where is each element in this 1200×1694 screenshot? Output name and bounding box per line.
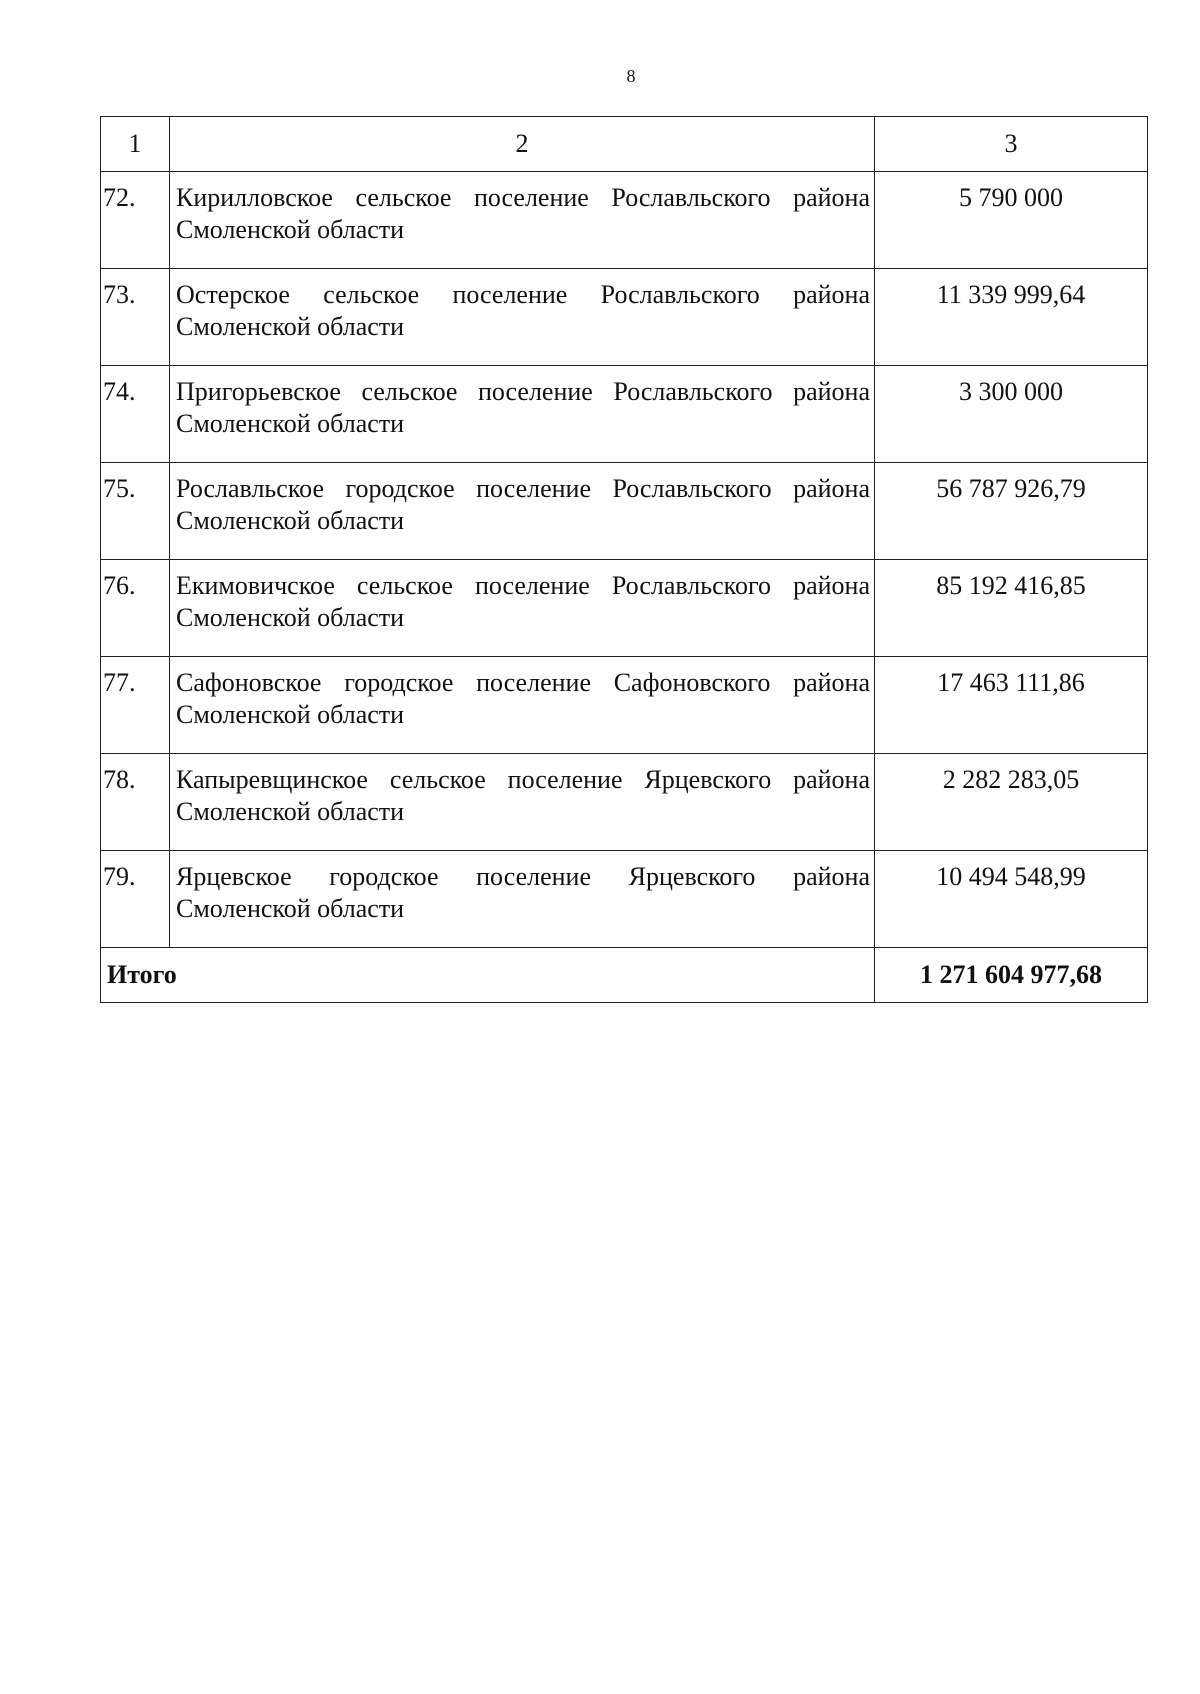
column-header-number: 1 (101, 117, 170, 172)
row-number: 79. (101, 851, 170, 948)
page-number: 8 (626, 66, 636, 86)
settlement-name: Ярцевское городское поселение Ярцевского района Смоленской области (170, 851, 875, 948)
total-row (101, 948, 1148, 1003)
row-number: 76. (101, 560, 170, 657)
settlement-name: Пригорьевское сельское поселение Рославльского района Смоленской области (170, 366, 875, 463)
settlement-name: Остерское сельское поселение Рославльского района Смоленской области (170, 269, 875, 366)
total-value: 1 271 604 977,68 (875, 948, 1148, 1003)
row-number: 74. (101, 366, 170, 463)
row-number: 77. (101, 657, 170, 754)
settlement-name: Рославльское городское поселение Рославльского района Смоленской области (170, 463, 875, 560)
column-header-name: 2 (170, 117, 875, 172)
row-number: 72. (101, 172, 170, 269)
settlement-name: Капыревщинское сельское поселение Ярцевского района Смоленской области (170, 754, 875, 851)
table-row (101, 172, 1148, 269)
table-header-row (101, 117, 1148, 172)
total-label: Итого (101, 948, 875, 1003)
settlement-name: Кирилловское сельское поселение Рославльского района Смоленской области (170, 172, 875, 269)
table-row (101, 657, 1148, 754)
table-row (101, 851, 1148, 948)
table-row (101, 269, 1148, 366)
amount-value: 85 192 416,85 (875, 560, 1148, 657)
amount-value: 5 790 000 (875, 172, 1148, 269)
row-number: 78. (101, 754, 170, 851)
allocation-table (100, 116, 1148, 1003)
table-row (101, 560, 1148, 657)
table-row (101, 463, 1148, 560)
settlement-name: Сафоновское городское поселение Сафоновского района Смоленской области (170, 657, 875, 754)
amount-value: 56 787 926,79 (875, 463, 1148, 560)
table-row (101, 754, 1148, 851)
column-header-value: 3 (875, 117, 1148, 172)
amount-value: 2 282 283,05 (875, 754, 1148, 851)
table-row (101, 366, 1148, 463)
settlement-name: Екимовичское сельское поселение Рославльского района Смоленской области (170, 560, 875, 657)
row-number: 73. (101, 269, 170, 366)
amount-value: 11 339 999,64 (875, 269, 1148, 366)
row-number: 75. (101, 463, 170, 560)
amount-value: 10 494 548,99 (875, 851, 1148, 948)
amount-value: 3 300 000 (875, 366, 1148, 463)
amount-value: 17 463 111,86 (875, 657, 1148, 754)
